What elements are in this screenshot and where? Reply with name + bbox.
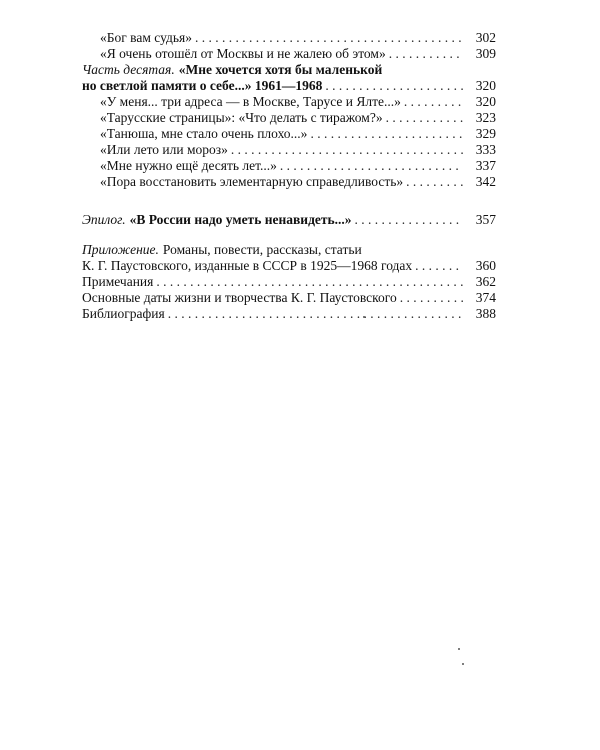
- toc-entry-title: Библиография: [82, 306, 165, 321]
- leader-dots: [280, 158, 463, 174]
- leader-dots: [355, 212, 463, 228]
- toc-entry-page: 302: [475, 30, 496, 45]
- leader-dots: [404, 94, 463, 110]
- toc-part-heading[interactable]: [82, 62, 496, 78]
- toc-part-heading-cont[interactable]: [82, 78, 496, 94]
- leader-dots: [310, 126, 463, 142]
- toc-epilogue-prefix: Эпилог.: [82, 212, 126, 227]
- toc-entry-title: «Пора восстановить элементарную справедливость»: [100, 174, 404, 189]
- toc-appendix-title-line2: К. Г. Паустовского, изданные в СССР в 1925—1968 годах: [82, 258, 413, 273]
- toc-appendix-title-line1: Романы, повести, рассказы, статьи: [162, 242, 362, 257]
- leader-dots: [168, 306, 463, 322]
- toc-entry-title: «Или лето или мороз»: [100, 142, 228, 157]
- toc-entry[interactable]: [82, 142, 496, 158]
- toc-entry[interactable]: [82, 94, 496, 110]
- toc-entry-title: «Тарусские страницы»: «Что делать с тиражом?»: [100, 110, 383, 125]
- toc-entry[interactable]: [82, 30, 496, 46]
- toc-entry-page: 374: [475, 290, 496, 305]
- toc-entry[interactable]: [82, 174, 496, 190]
- toc-entry[interactable]: [82, 126, 496, 142]
- scan-speck: [462, 663, 464, 665]
- toc-entry-page: 320: [475, 78, 496, 93]
- toc-entry-page: 362: [475, 274, 496, 289]
- toc-part-title-line1: «Мне хочется хотя бы маленькой: [178, 62, 383, 77]
- leader-dots: [400, 290, 463, 306]
- toc-entry-page: 309: [475, 46, 496, 61]
- toc-entry-page: 323: [475, 110, 496, 125]
- toc-entry-title: «Бог вам судья»: [100, 30, 192, 45]
- toc-entry-page: 320: [475, 94, 496, 109]
- toc-entry[interactable]: [82, 290, 496, 306]
- leader-dots: [415, 258, 463, 274]
- toc-entry-page: 337: [475, 158, 496, 173]
- toc-entry[interactable]: [82, 158, 496, 174]
- toc-part-prefix: Часть десятая.: [82, 62, 175, 77]
- leader-dots: [386, 110, 463, 126]
- section-spacer: [82, 228, 496, 242]
- toc-appendix[interactable]: [82, 242, 496, 258]
- toc-entry-page: 333: [475, 142, 496, 157]
- toc-entry[interactable]: [82, 46, 496, 62]
- toc-appendix-cont[interactable]: [82, 258, 496, 274]
- scan-speck: [363, 316, 365, 318]
- toc-entry-title: «Танюша, мне стало очень плохо...»: [100, 126, 308, 141]
- scan-speck: [458, 648, 460, 650]
- toc-epilogue[interactable]: [82, 212, 496, 228]
- leader-dots: [325, 78, 463, 94]
- toc-entry-page: 342: [475, 174, 496, 189]
- toc-part-title-line2: но светлой памяти о себе...» 1961—1968: [82, 78, 323, 93]
- toc-entry[interactable]: [82, 306, 496, 322]
- toc-entry-page: 360: [475, 258, 496, 273]
- toc-entry-page: 357: [475, 212, 496, 227]
- toc-appendix-prefix: Приложение.: [82, 242, 159, 257]
- toc-entry-title: «Мне нужно ещё десять лет...»: [100, 158, 277, 173]
- leader-dots: [406, 174, 463, 190]
- leader-dots: [156, 274, 463, 290]
- toc-entry-title: «Я очень отошёл от Москвы и не жалею об этом»: [100, 46, 386, 61]
- toc-entry[interactable]: [82, 274, 496, 290]
- leader-dots: [195, 30, 463, 46]
- toc-entry-title: Примечания: [82, 274, 154, 289]
- leader-dots: [389, 46, 463, 62]
- toc-epilogue-title: «В России надо уметь ненавидеть...»: [129, 212, 352, 227]
- toc-entry-page: 329: [475, 126, 496, 141]
- toc-entry-title: Основные даты жизни и творчества К. Г. Паустовского: [82, 290, 397, 305]
- leader-dots: [231, 142, 463, 158]
- table-of-contents: [82, 30, 496, 322]
- toc-entry-title: «У меня... три адреса — в Москве, Тарусе и Ялте...»: [100, 94, 401, 109]
- toc-entry[interactable]: [82, 110, 496, 126]
- section-spacer: [82, 190, 496, 212]
- toc-entry-page: 388: [475, 306, 496, 321]
